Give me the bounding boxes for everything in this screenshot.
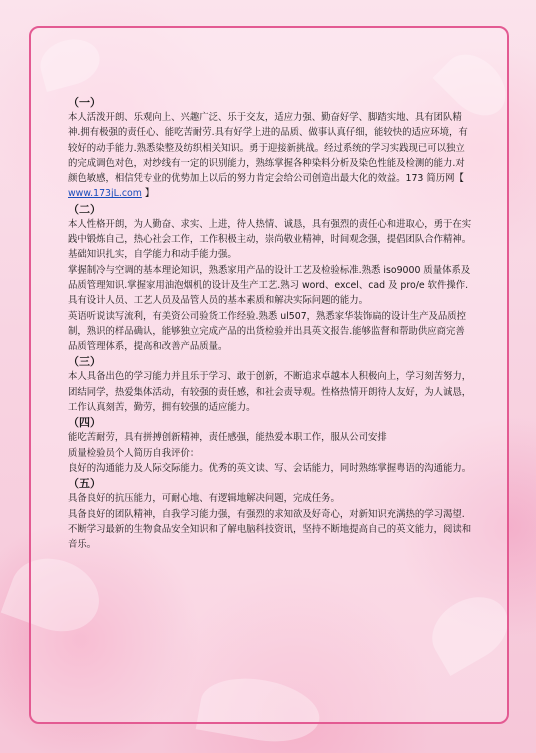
document-body <box>68 95 473 552</box>
paragraph: 具备良好的团队精神，自我学习能力强，有强烈的求知欲及好奇心，对新知识充满热的学习渴望.不断学习最新的生物食品安全知识和了解电脑科技资讯，坚持不断地提高自己的英文能力，阅读和音乐。 <box>68 508 472 551</box>
section-heading: （三） <box>68 355 101 369</box>
paragraph: 本人性格开朗，为人勤奋、求实、上进，待人热情、诚恳，具有强烈的责任心和进取心，勇于在实践中锻炼自己，热心社会工作，工作积极主动，崇尚敬业精神，时间观念强，提倡团队合作精神。基础知识扎实，自学能力和动手能力强。 <box>68 218 472 261</box>
paragraph: 能吃苦耐劳，具有拼搏创新精神，责任感强，能热爱本职工作，服从公司安排 <box>68 432 387 444</box>
paragraph: 质量检验员个人简历自我评价： <box>68 447 200 459</box>
paragraph: 具备良好的抗压能力，可耐心地、有逻辑地解决问题，完成任务。 <box>68 493 340 505</box>
section-4 <box>68 415 473 476</box>
section-5 <box>68 476 473 552</box>
paragraph: 良好的沟通能力及人际交际能力。优秀的英文读、写、会话能力，同时熟练掌握粤语的沟通能力。 <box>68 462 472 474</box>
bracket-close: 】 <box>141 188 155 200</box>
section-1 <box>68 95 473 202</box>
section-3 <box>68 354 473 415</box>
website-link[interactable]: www.173jL.com <box>68 188 142 200</box>
section-heading: （二） <box>68 202 101 216</box>
paragraph: 掌握制冷与空调的基本理论知识，熟悉家用产品的设计工艺及检验标准.熟悉 iso9000 质量体系及品质管理知识.掌握家用油泡烟机的设计及生产工艺.熟习 word、excel、cad 及 pro/e 软件操作.具有设计人员、工艺人员及品管人员的基本素质和解决实际问题的能力。 <box>68 264 471 307</box>
paragraph <box>68 110 473 202</box>
section-heading: （五） <box>68 477 101 491</box>
section-heading: （四） <box>68 416 101 430</box>
paragraph: 英语听说读写流利，有美资公司验货工作经验.熟悉 ul507，熟悉家华装饰扁的设计生产及品质控制，熟识的样品确认，能够独立完成产品的出货检验并出具英文报告.能够监督和帮助供应商完善品质管理体系，提高和改善产品质量。 <box>68 310 467 353</box>
section-heading: （一） <box>68 96 101 109</box>
paragraph-text-1: 本人活泼开朗、乐观向上、兴趣广泛、乐于交友，适应力强、勤奋好学、脚踏实地、具有团队精神.拥有极强的责任心、能吃苦耐劳.具有好学上进的品质、做事认真仔细，能较快的适应环境，有较好的动手能力.熟悉染整及纺织相关知识。勇于迎接新挑战。经过系统的学习实践现已可以独立的完成调色对色，对纱线有一定的识别能力，熟练掌握各种染料分析及染色性能及检测的能力.对颜色敏感，相信凭专业的优势加上以后的努力肯定会给公司创造出最大化的效益。173 简历网【 <box>68 112 468 185</box>
section-2 <box>68 202 473 355</box>
paragraph: 本人具备出色的学习能力并且乐于学习、敢于创新，不断追求卓越本人积极向上，学习刻苦努力，团结同学，热爱集体活动，有较强的责任感，和社会责导观。性格热情开朗待人友好，为人诚恳，工作认真刻苦，勤劳，拥有较强的适应能力。 <box>68 371 472 414</box>
